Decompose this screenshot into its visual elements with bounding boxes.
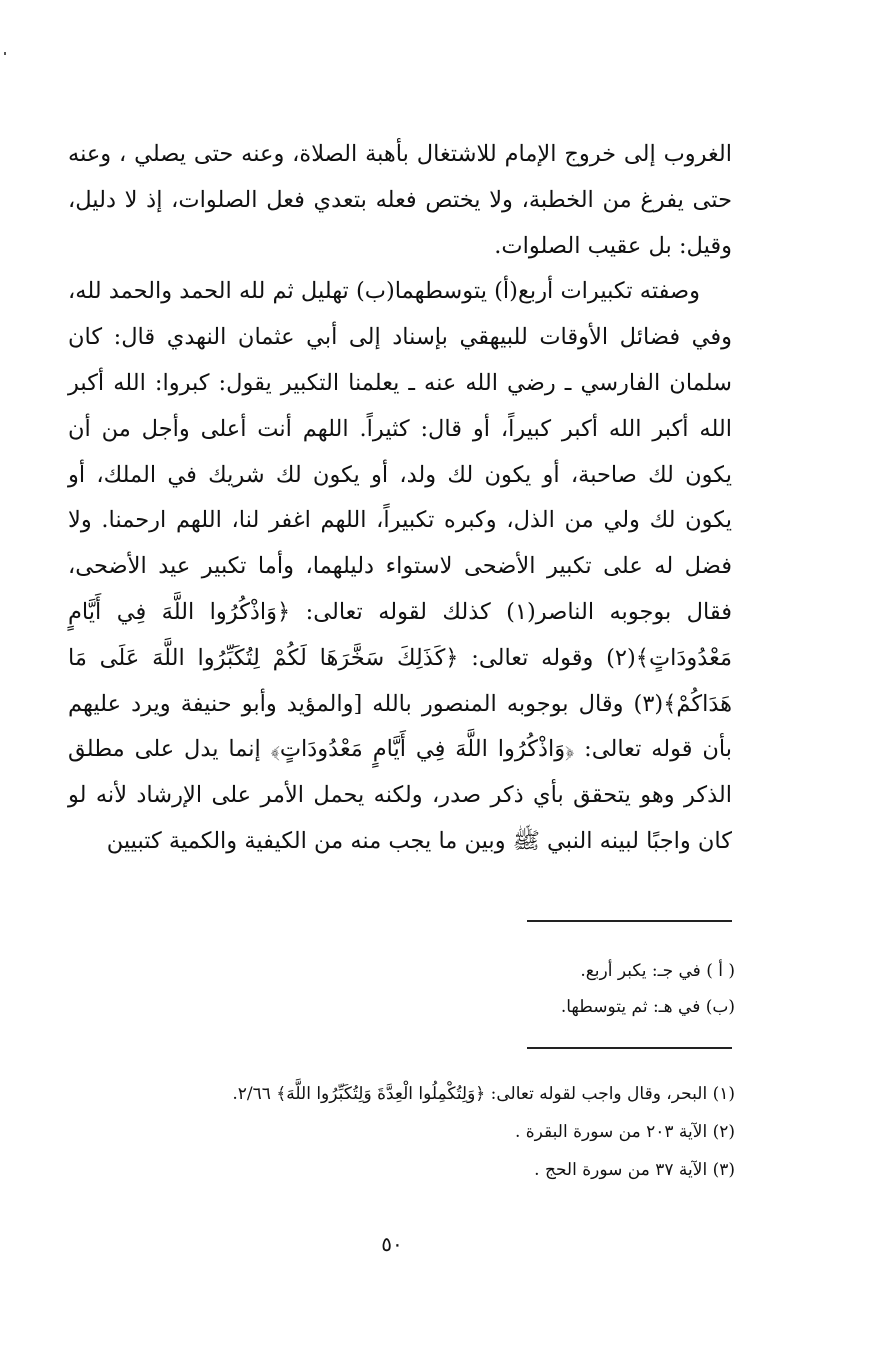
page-number: ٥٠ [381, 1232, 403, 1256]
paragraph-2: وصفته تكبيرات أربع(أ) يتوسطهما(ب) تهليل ثم لله الحمد والحمد لله، وفي فضائل الأوقات للبيهقي بإسناد إلى أبي عثمان النهدي قال: كان سلمان الفارسي ـ رضي الله عنه ـ يعلمنا التكبير يقول: كبروا: الله أكبر الله أكبر الله أكبر كبيراً، أو قال: كثيراً. اللهم أنت أعلى وأجل من أن يكون لك صاحبة، أو يكون لك ولد، أو يكون لك شريك في الملك، أو يكون لك ولي من الذل، وكبره تكبيراً، اللهم اغفر لنا، اللهم ارحمنا. ولا فضل له على تكبير الأضحى لاستواء دليلهما، وأما تكبير عيد الأضحى، فقال بوجوبه الناصر(١) كذلك لقوله تعالى: ﴿وَاذْكُرُوا اللَّهَ فِي أَيَّامٍ مَعْدُودَاتٍ﴾(٢) وقوله تعالى: ﴿كَذَلِكَ سَخَّرَهَا لَكُمْ لِتُكَبِّرُوا اللَّهَ عَلَى مَا هَدَاكُمْ﴾(٣) وقال بوجوبه المنصور بالله [والمؤيد وأبو حنيفة ويرد عليهم بأن قوله تعالى: ﴿وَاذْكُرُوا اللَّهَ فِي أَيَّامٍ مَعْدُودَاتٍ﴾ إنما يدل على مطلق الذكر وهو يتحقق بأي ذكر صدر، ولكنه يحمل الأمر على الإرشاد لأنه لو كان واجبًا لبينه النبي ﷺ وبين ما يجب منه من الكيفية والكمية كتبيين [68, 278, 732, 854]
footnote-separator-1 [527, 920, 732, 922]
main-text [68, 132, 732, 865]
variant-note-b: (ب) في هـ: ثم يتوسطها. [560, 997, 735, 1017]
scan-edge-mark [4, 52, 6, 55]
footnote-3: (٣) الآية ٣٧ من سورة الحج . [534, 1160, 735, 1180]
footnote-separator-2 [527, 1047, 732, 1049]
variant-note-a: ( أ ) في جـ: يكبر أربع. [580, 961, 735, 981]
footnotes [115, 1075, 735, 1189]
paragraph-1: الغروب إلى خروج الإمام للاشتغال بأهبة الصلاة، وعنه حتى يصلي ، وعنه حتى يفرغ من الخطبة، ولا يختص فعله بتعدي فعل الصلوات، إذ لا دليل، وقيل: بل عقيب الصلوات. [68, 141, 732, 259]
variant-notes [135, 953, 735, 1025]
footnote-2: (٢) الآية ٢٠٣ من سورة البقرة . [514, 1122, 735, 1142]
footnote-1: (١) البحر، وقال واجب لقوله تعالى: ﴿وَلِتُكْمِلُوا الْعِدَّةَ وَلِتُكَبِّرُوا اللَّهَ﴾ ٢/٦٦. [232, 1084, 735, 1104]
